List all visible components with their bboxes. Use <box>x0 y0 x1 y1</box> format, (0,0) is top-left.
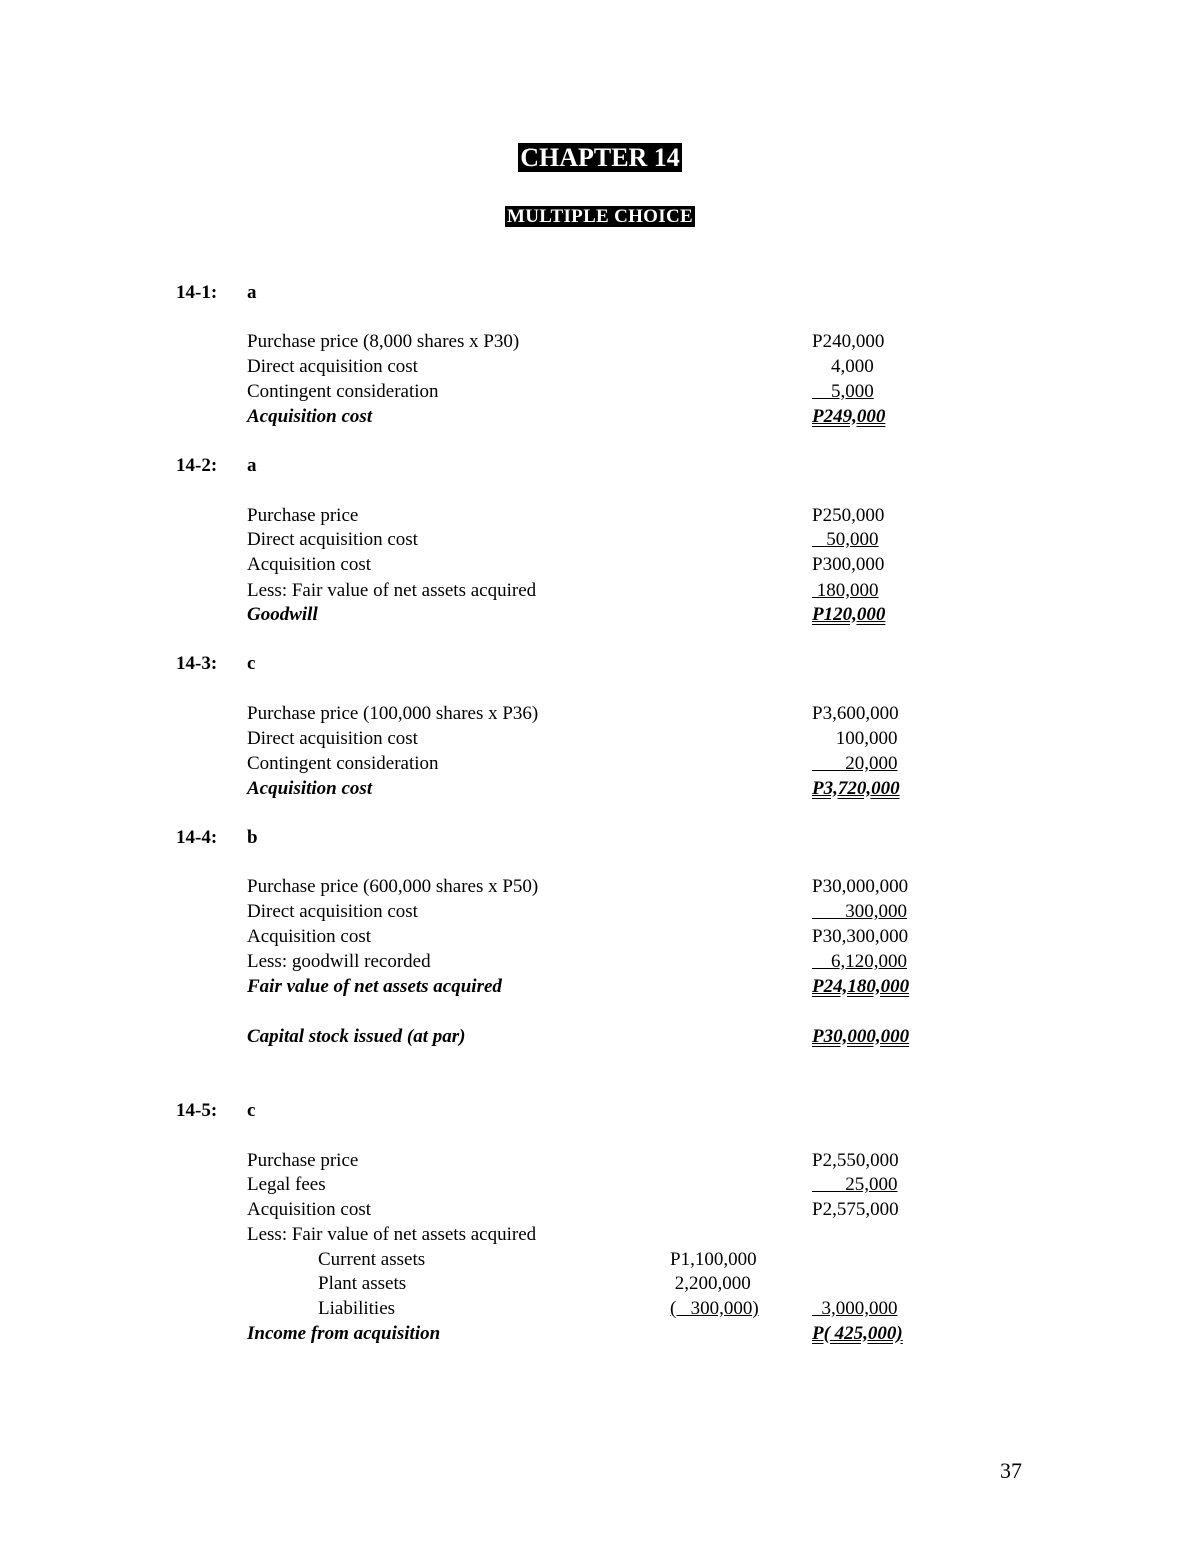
total-row <box>0 776 1200 801</box>
line-value: 50,000 <box>812 529 879 550</box>
line-value: 4,000 <box>812 356 874 377</box>
line-label: Less: goodwill recorded <box>247 951 431 972</box>
line-value: P2,550,000 <box>812 1150 899 1171</box>
line-row <box>0 503 1200 528</box>
total-row <box>0 404 1200 429</box>
total-value: P24,180,000 <box>812 976 910 997</box>
line-label: Acquisition cost <box>247 926 372 947</box>
section-subtitle: MULTIPLE CHOICE <box>507 206 693 227</box>
total-label: Acquisition cost <box>247 406 373 427</box>
line-subvalue: ( 300,000) <box>670 1298 759 1319</box>
line-value: 180,000 <box>812 580 879 601</box>
total-value: P120,000 <box>812 604 886 625</box>
line-value: P2,575,000 <box>812 1199 899 1220</box>
line-row <box>0 924 1200 949</box>
total-label: Acquisition cost <box>247 778 373 799</box>
line-value: 25,000 <box>812 1174 898 1195</box>
total-row <box>0 974 1200 999</box>
line-row <box>0 1148 1200 1173</box>
line-label: Purchase price (600,000 shares x P50) <box>247 876 539 897</box>
line-value: P30,000,000 <box>812 876 909 897</box>
total-label: Fair value of net assets acquired <box>247 976 502 997</box>
problem-number: 14-3: <box>176 653 218 674</box>
problem-answer: b <box>247 827 258 848</box>
line-label: Less: Fair value of net assets acquired <box>247 580 537 601</box>
problem-number: 14-5: <box>176 1100 218 1121</box>
line-value: P240,000 <box>812 331 885 352</box>
total-label: Income from acquisition <box>247 1323 441 1344</box>
line-label: Direct acquisition cost <box>247 529 418 550</box>
line-row <box>0 949 1200 974</box>
problem-answer: a <box>247 455 257 476</box>
problem-answer: a <box>247 282 257 303</box>
line-value: P30,300,000 <box>812 926 909 947</box>
line-value: 6,120,000 <box>812 951 907 972</box>
line-label: Current assets <box>318 1249 426 1270</box>
line-value: P250,000 <box>812 505 885 526</box>
line-row <box>0 578 1200 603</box>
line-value: 300,000 <box>812 901 907 922</box>
line-label: Purchase price (8,000 shares x P30) <box>247 331 520 352</box>
line-value: 20,000 <box>812 753 898 774</box>
total-value: P30,000,000 <box>812 1026 910 1047</box>
line-label: Purchase price (100,000 shares x P36) <box>247 703 539 724</box>
line-label: Purchase price <box>247 505 359 526</box>
total-row <box>0 1321 1200 1346</box>
line-row <box>0 1247 1200 1272</box>
line-label: Acquisition cost <box>247 554 372 575</box>
line-row <box>0 1197 1200 1222</box>
line-row <box>0 701 1200 726</box>
line-value: 3,000,000 <box>812 1298 898 1319</box>
problem-number: 14-4: <box>176 827 218 848</box>
total-value: P3,720,000 <box>812 778 900 799</box>
line-label: Liabilities <box>318 1298 396 1319</box>
total-value: P( 425,000) <box>812 1323 903 1344</box>
line-label: Direct acquisition cost <box>247 901 418 922</box>
line-label: Acquisition cost <box>247 1199 372 1220</box>
total-label: Goodwill <box>247 604 318 625</box>
problem-answer: c <box>247 1100 256 1121</box>
line-value: 100,000 <box>812 728 898 749</box>
line-label: Legal fees <box>247 1174 326 1195</box>
total-row <box>0 1024 1200 1049</box>
line-row <box>0 1222 1200 1247</box>
line-row <box>0 329 1200 354</box>
line-subvalue: 2,200,000 <box>670 1273 751 1294</box>
line-label: Plant assets <box>318 1273 407 1294</box>
line-label: Direct acquisition cost <box>247 728 418 749</box>
line-value: P3,600,000 <box>812 703 899 724</box>
line-row <box>0 552 1200 577</box>
line-row <box>0 726 1200 751</box>
line-row <box>0 751 1200 776</box>
line-value: P300,000 <box>812 554 885 575</box>
line-row <box>0 1296 1200 1321</box>
line-label: Direct acquisition cost <box>247 356 418 377</box>
line-label: Contingent consideration <box>247 381 439 402</box>
line-value: 5,000 <box>812 381 874 402</box>
line-row <box>0 354 1200 379</box>
problem-number: 14-1: <box>176 282 218 303</box>
line-row <box>0 379 1200 404</box>
page-number: 37 <box>1000 1458 1022 1483</box>
line-label: Purchase price <box>247 1150 359 1171</box>
line-row <box>0 1172 1200 1197</box>
chapter-title: CHAPTER 14 <box>520 143 680 172</box>
line-row <box>0 899 1200 924</box>
line-label: Contingent consideration <box>247 753 439 774</box>
total-value: P249,000 <box>812 406 886 427</box>
line-row <box>0 874 1200 899</box>
line-row <box>0 1271 1200 1296</box>
total-row <box>0 602 1200 627</box>
total-label: Capital stock issued (at par) <box>247 1026 466 1047</box>
line-row <box>0 527 1200 552</box>
problem-number: 14-2: <box>176 455 218 476</box>
line-label: Less: Fair value of net assets acquired <box>247 1224 537 1245</box>
line-subvalue: P1,100,000 <box>670 1249 757 1270</box>
problem-answer: c <box>247 653 256 674</box>
